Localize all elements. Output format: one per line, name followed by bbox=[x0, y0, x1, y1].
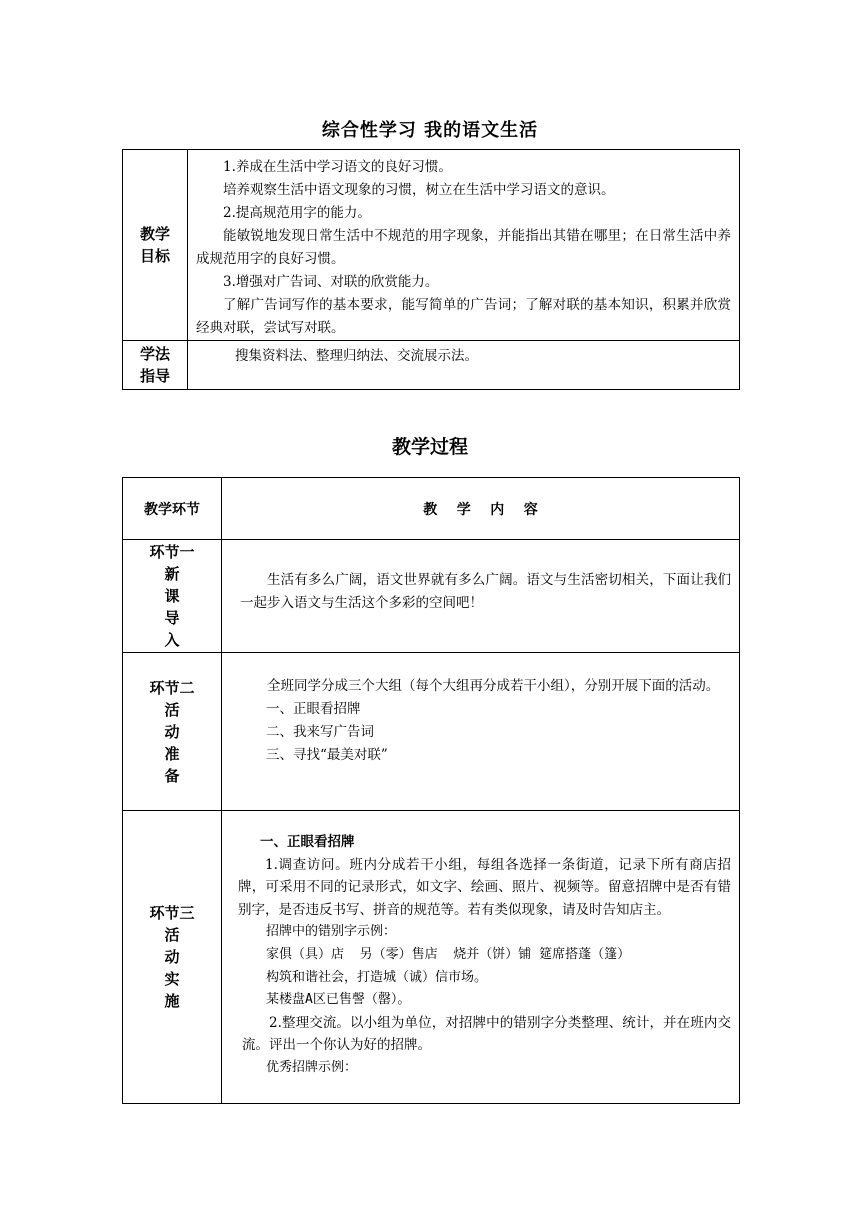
example-line: 某楼盘A区已售謦（罄）。 bbox=[266, 992, 411, 1008]
header-content: 教 学 内 容 bbox=[222, 478, 740, 540]
label-line: 动 bbox=[164, 722, 180, 741]
goal-line: 培养观察生活中语文现象的习惯，树立在生活中学习语文的意识。 bbox=[223, 182, 615, 198]
label-line: 活 bbox=[164, 926, 180, 944]
goal-line: 了解广告词写作的基本要求，能写简单的广告词；了解对联的基本知识，积累并欣赏经典对联，尝试写对联。 bbox=[196, 297, 731, 336]
section3-para2: 2.整理交流。以小组为单位，对招牌中的错别字分类整理、统计，并在班内交流。评出一个你认为好的招牌。 bbox=[242, 1014, 731, 1054]
methods-text: 搜集资料法、整理归纳法、交流展示法。 bbox=[235, 348, 478, 364]
label-line: 环节二 bbox=[149, 678, 195, 697]
section3-para1: 1.调查访问。班内分成若干小组，每组各选择一条街道，记录下所有商店招牌，可采用不同的记录形式，如文字、绘画、照片、视频等。留意招牌中是否有错别字，是否违反书写、拼音的规范等。若有类似现象，请及时告知店主。 bbox=[238, 856, 731, 918]
label-line: 实 bbox=[164, 970, 180, 988]
process-title: 教学过程 bbox=[391, 436, 468, 458]
section1-text: 生活有多么广阔，语文世界就有多么广阔。语文与生活密切相关，下面让我们一起步入语文与生活这个多彩的空间吧！ bbox=[240, 572, 731, 611]
example-line: 构筑和谐社会，打造城（诚）信市场。 bbox=[266, 969, 488, 985]
section3-label bbox=[123, 811, 222, 1104]
example-line: 家俱（具）店 另（零）售店 烧并（饼）铺 筵席搭蓬（篷） bbox=[266, 946, 631, 962]
section2-item: 二、我来写广告词 bbox=[266, 724, 374, 740]
goals-table bbox=[122, 149, 740, 390]
goals-label-line2: 目标 bbox=[139, 247, 170, 265]
goal-line: 3.增强对广告词、对联的欣赏能力。 bbox=[223, 274, 439, 290]
examples-title: 招牌中的错别字示例： bbox=[266, 924, 397, 940]
header-stage: 教学环节 bbox=[123, 478, 222, 540]
goal-line: 能敏锐地发现日常生活中不规范的用字现象，并能指出其错在哪里；在日常生活中养成规范用字的良好习惯。 bbox=[196, 228, 731, 267]
process-table bbox=[122, 477, 740, 1104]
label-line: 新 bbox=[164, 565, 180, 583]
label-line: 动 bbox=[164, 948, 180, 966]
methods-label-line1: 学法 bbox=[139, 345, 170, 363]
section2-intro: 全班同学分成三个大组（每个大组再分成若干小组），分别开展下面的活动。 bbox=[267, 678, 720, 694]
section1-label bbox=[123, 540, 222, 653]
section2-content bbox=[222, 653, 740, 811]
label-line: 课 bbox=[164, 587, 180, 605]
section2-item: 三、寻找“最美对联” bbox=[266, 747, 388, 763]
label-line: 施 bbox=[164, 992, 180, 1010]
label-line: 环节三 bbox=[149, 904, 195, 922]
document-title: 综合性学习 我的语文生活 bbox=[321, 120, 539, 141]
goals-label-line1: 教学 bbox=[139, 225, 170, 243]
goals-content bbox=[188, 150, 740, 341]
good-examples-title: 优秀招牌示例： bbox=[266, 1059, 358, 1075]
section1-content bbox=[222, 540, 740, 653]
label-line: 活 bbox=[164, 700, 180, 719]
goal-line: 1.养成在生活中学习语文的良好习惯。 bbox=[223, 159, 452, 175]
methods-label bbox=[123, 341, 188, 390]
methods-label-line2: 指导 bbox=[139, 367, 170, 385]
goals-label bbox=[123, 150, 188, 341]
section3-heading: 一、正眼看招牌 bbox=[260, 834, 355, 850]
section3-content bbox=[222, 811, 740, 1104]
section2-item: 一、正眼看招牌 bbox=[266, 701, 361, 717]
label-line: 环节一 bbox=[149, 543, 195, 561]
label-line: 准 bbox=[164, 744, 180, 763]
label-line: 备 bbox=[164, 766, 180, 785]
section2-label bbox=[123, 653, 222, 811]
goal-line: 2.提高规范用字的能力。 bbox=[223, 205, 371, 221]
label-line: 导 bbox=[164, 609, 180, 627]
label-line: 入 bbox=[164, 631, 180, 649]
methods-content bbox=[188, 341, 740, 390]
